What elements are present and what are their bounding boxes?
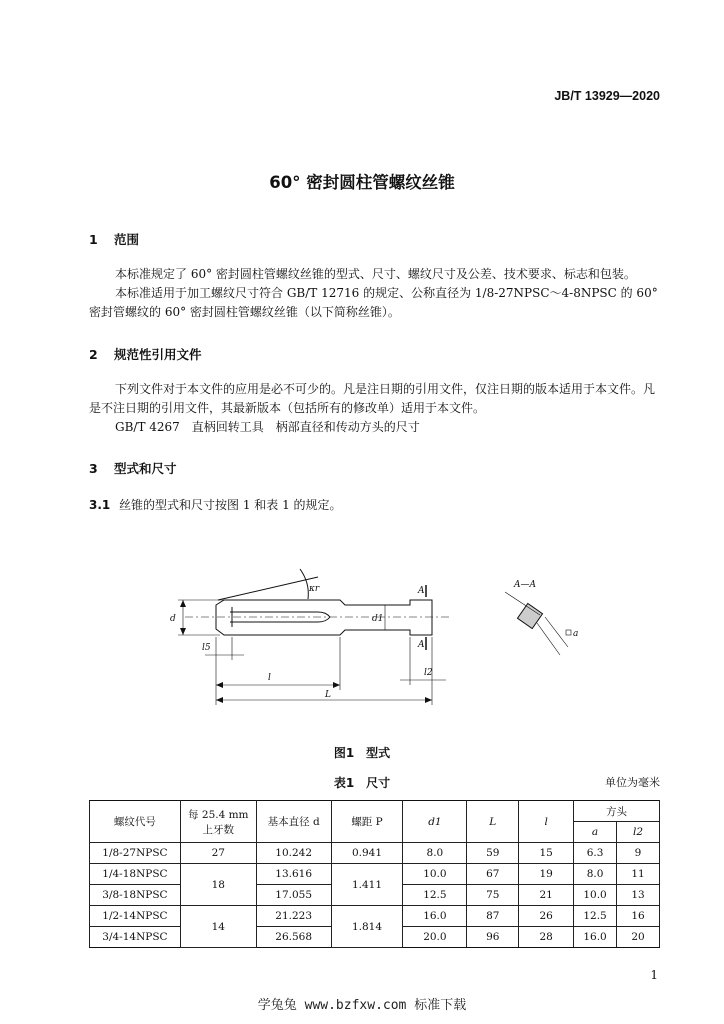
header-a: a: [574, 822, 617, 843]
page-number: 1: [650, 968, 658, 982]
header-pitch: 螺距 P: [331, 801, 403, 843]
header-l: l: [519, 801, 574, 843]
header-square: 方头: [574, 801, 660, 822]
header-d1: d1: [403, 801, 467, 843]
table-row: 1/4-18NPSC 18 13.616 1.411 10.0 67 19 8.0 11: [90, 864, 660, 885]
label-a: a: [573, 629, 579, 639]
table-unit: 单位为毫米: [605, 776, 660, 789]
header-basic-diameter: 基本直径 d: [256, 801, 331, 843]
section-1-para-2: 本标准适用于加工螺纹尺寸符合 GB/T 12716 的规定、公称直径为 1/8-27NPSC～4-8NPSC 的 60° 密封管螺纹的 60° 密封圆柱管螺纹丝锥（以下简称丝锥）。: [89, 286, 658, 319]
table-1-caption: 表1 尺寸: [333, 776, 391, 790]
label-A-bottom: A: [418, 640, 425, 650]
table-row: 3/8-18NPSC 17.055 12.5 75 21 10.0 13: [90, 885, 660, 906]
figure-1-tap-drawing: [0, 555, 724, 765]
label-d1: d1: [372, 614, 384, 624]
table-row: 1/2-14NPSC 14 21.223 1.814 16.0 87 26 12.5 16: [90, 906, 660, 927]
table-row: 3/4-14NPSC 26.568 20.0 96 28 16.0 20: [90, 927, 660, 948]
section-1-heading: 1 范围: [89, 232, 140, 247]
label-d: d: [170, 614, 176, 624]
header-L: L: [467, 801, 519, 843]
section-3-heading: 3 型式和尺寸: [89, 461, 177, 476]
footer-watermark: 学兔兔 www.bzfxw.com 标准下载: [257, 998, 467, 1013]
label-l5: l5: [202, 643, 211, 653]
label-kr: κr: [309, 584, 320, 594]
header-tpi: 每 25.4 mm 上牙数: [180, 801, 256, 843]
label-l2: l2: [424, 668, 433, 678]
section-2-para-1: 下列文件对于本文件的应用是必不可少的。凡是注日期的引用文件，仅注日期的版本适用于本文件。凡是不注日期的引用文件，其最新版本（包括所有的修改单）适用于本文件。: [89, 382, 656, 415]
header-l2: l2: [617, 822, 660, 843]
standard-number: JB/T 13929—2020: [554, 89, 660, 103]
section-1-para-1: 本标准规定了 60° 密封圆柱管螺纹丝锥的型式、尺寸、螺纹尺寸及公差、技术要求、标志和包装。: [115, 267, 636, 281]
header-thread-code: 螺纹代号: [90, 801, 181, 843]
figure-1-caption: 图1 型式: [333, 746, 391, 760]
label-L: L: [325, 690, 331, 700]
section-2-reference: GB/T 4267 直柄回转工具 柄部直径和传动方头的尺寸: [115, 420, 420, 434]
label-l: l: [268, 673, 271, 683]
label-A-top: A: [418, 586, 425, 596]
section-2-heading: 2 规范性引用文件: [89, 347, 202, 362]
table-1-dimensions: [89, 800, 660, 948]
label-section: A—A: [514, 580, 536, 590]
table-row: 1/8-27NPSC 27 10.242 0.941 8.0 59 15 6.3 9: [90, 843, 660, 864]
section-3-1: 3.1 丝锥的型式和尺寸按图 1 和表 1 的规定。: [89, 498, 342, 512]
document-title: 60° 密封圆柱管螺纹丝锥: [269, 173, 455, 192]
